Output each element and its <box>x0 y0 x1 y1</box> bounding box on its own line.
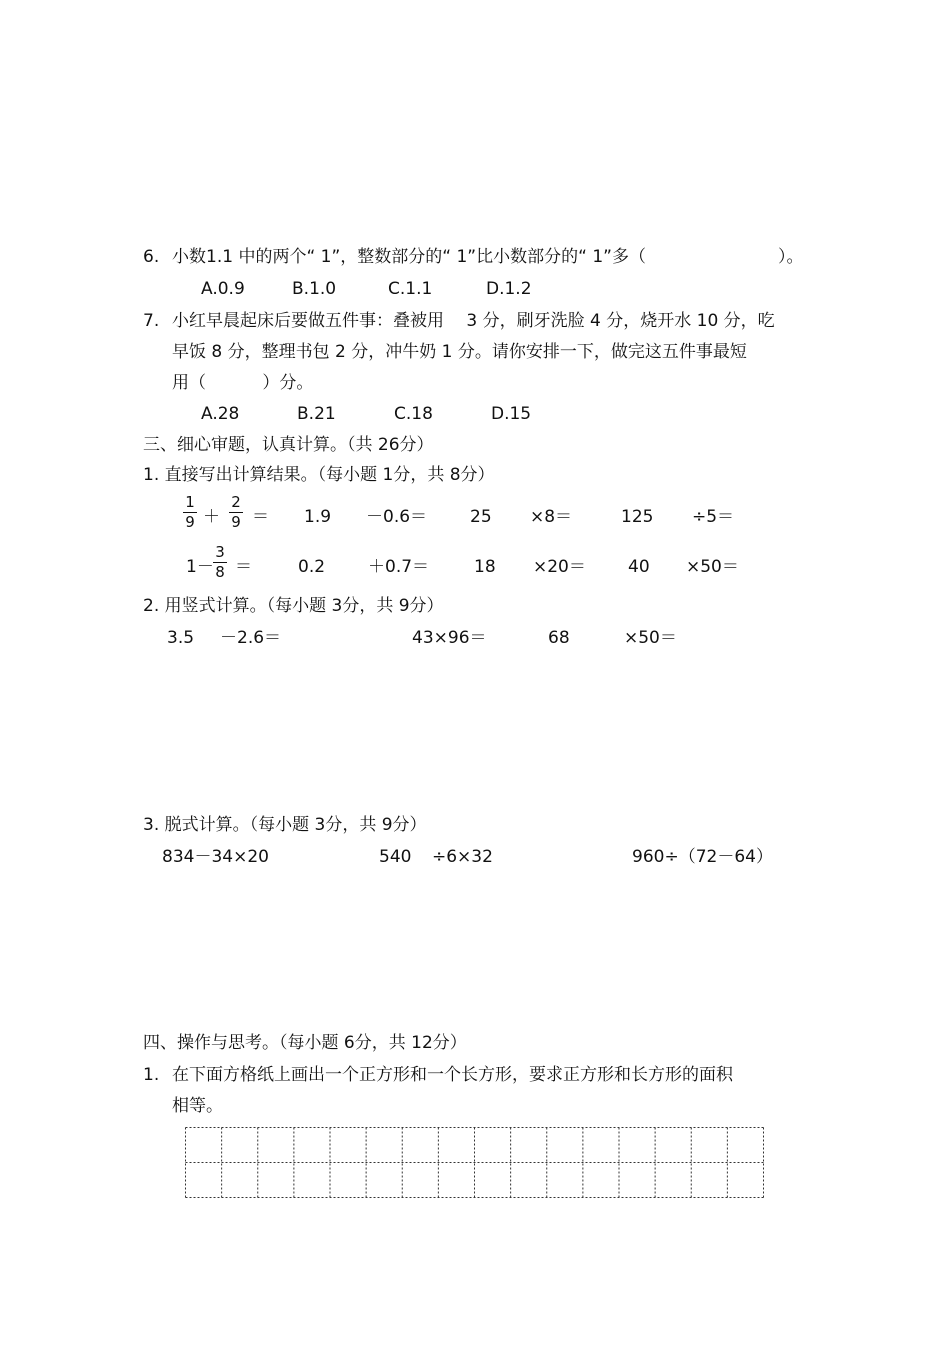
q7-option-d: D.15 <box>491 404 532 424</box>
fraction-numerator: 2 <box>231 493 241 511</box>
section4-q1-line-2: 相等。 <box>172 1096 223 1116</box>
fraction-denominator: 8 <box>215 563 225 581</box>
vertical-calc-1b: －2.6＝ <box>220 628 282 648</box>
q6-option-d: D.1.2 <box>486 279 532 299</box>
q6-option-a: A.0.9 <box>201 279 245 299</box>
vertical-calc-3b: ×50＝ <box>624 628 677 648</box>
fraction-two-ninths <box>229 494 243 531</box>
calc-2-2b: ＋0.7＝ <box>368 557 430 577</box>
equals-sign: ＝ <box>252 507 269 527</box>
q6-option-b: B.1.0 <box>292 279 337 299</box>
vertical-calc-1a: 3.5 <box>167 628 195 648</box>
fraction-one-ninth <box>183 494 197 531</box>
equals-sign: ＝ <box>235 557 252 577</box>
calc-2-3a: 18 <box>474 557 496 577</box>
q7-option-b: B.21 <box>297 404 336 424</box>
fraction-denominator: 9 <box>185 513 195 531</box>
section3-title: 三、细心审题，认真计算。（共 26分） <box>143 435 434 455</box>
grid-paper-drawing[interactable] <box>185 1127 764 1198</box>
q7-option-c: C.18 <box>394 404 433 424</box>
q7-line-2: 早饭 8 分，整理书包 2 分，冲牛奶 1 分。请你安排一下，做完这五件事最短 <box>172 342 747 362</box>
calc-1-2a: 1.9 <box>304 507 332 527</box>
q6-text: 小数1.1 中的两个“ 1”，整数部分的“ 1”比小数部分的“ 1”多（ <box>172 247 646 267</box>
stepwise-calc-1: 834－34×20 <box>162 847 269 867</box>
calc-1-4a: 125 <box>621 507 654 527</box>
q7-option-a: A.28 <box>201 404 240 424</box>
stepwise-calc-2a: 540 <box>379 847 412 867</box>
q6-close: ）。 <box>778 247 804 267</box>
plus-sign: ＋ <box>203 507 220 527</box>
calc-1-2b: －0.6＝ <box>366 507 428 527</box>
q6-option-c: C.1.1 <box>388 279 433 299</box>
fraction-numerator: 1 <box>185 493 195 511</box>
calc-2-4a: 40 <box>628 557 650 577</box>
q6-number: 6. <box>143 247 160 267</box>
calc-2-3b: ×20＝ <box>533 557 586 577</box>
fraction-numerator: 3 <box>215 543 225 561</box>
calc-1-4b: ÷5＝ <box>692 507 735 527</box>
stepwise-calc-3: 960÷（72－64） <box>632 847 773 867</box>
calc-1-3b: ×8＝ <box>530 507 573 527</box>
section4-q1-number: 1. <box>143 1065 160 1085</box>
q7-line-1: 小红早晨起床后要做五件事：叠被用 3 分，刷牙洗脸 4 分，烧开水 10 分，吃 <box>172 311 775 331</box>
section4-title: 四、操作与思考。（每小题 6分，共 12分） <box>143 1033 467 1053</box>
calc-2-4b: ×50＝ <box>686 557 739 577</box>
calc-1-3a: 25 <box>470 507 492 527</box>
section3-part1-title: 1. 直接写出计算结果。（每小题 1分，共 8分） <box>143 465 495 485</box>
section3-part3-title: 3. 脱式计算。（每小题 3分，共 9分） <box>143 815 427 835</box>
vertical-calc-2: 43×96＝ <box>412 628 487 648</box>
q7-number: 7. <box>143 311 160 331</box>
section3-part2-title: 2. 用竖式计算。（每小题 3分，共 9分） <box>143 596 444 616</box>
section4-q1-line-1: 在下面方格纸上画出一个正方形和一个长方形，要求正方形和长方形的面积 <box>172 1065 733 1085</box>
fraction-denominator: 9 <box>231 513 241 531</box>
grid-paper[interactable] <box>185 1127 764 1198</box>
q7-line-3: 用（ ）分。 <box>172 373 314 393</box>
calc-2-2a: 0.2 <box>298 557 326 577</box>
calc-2-1-lead: 1－ <box>186 557 214 577</box>
stepwise-calc-2b: ÷6×32 <box>432 847 493 867</box>
vertical-calc-3a: 68 <box>548 628 570 648</box>
fraction-three-eighths <box>213 544 227 581</box>
